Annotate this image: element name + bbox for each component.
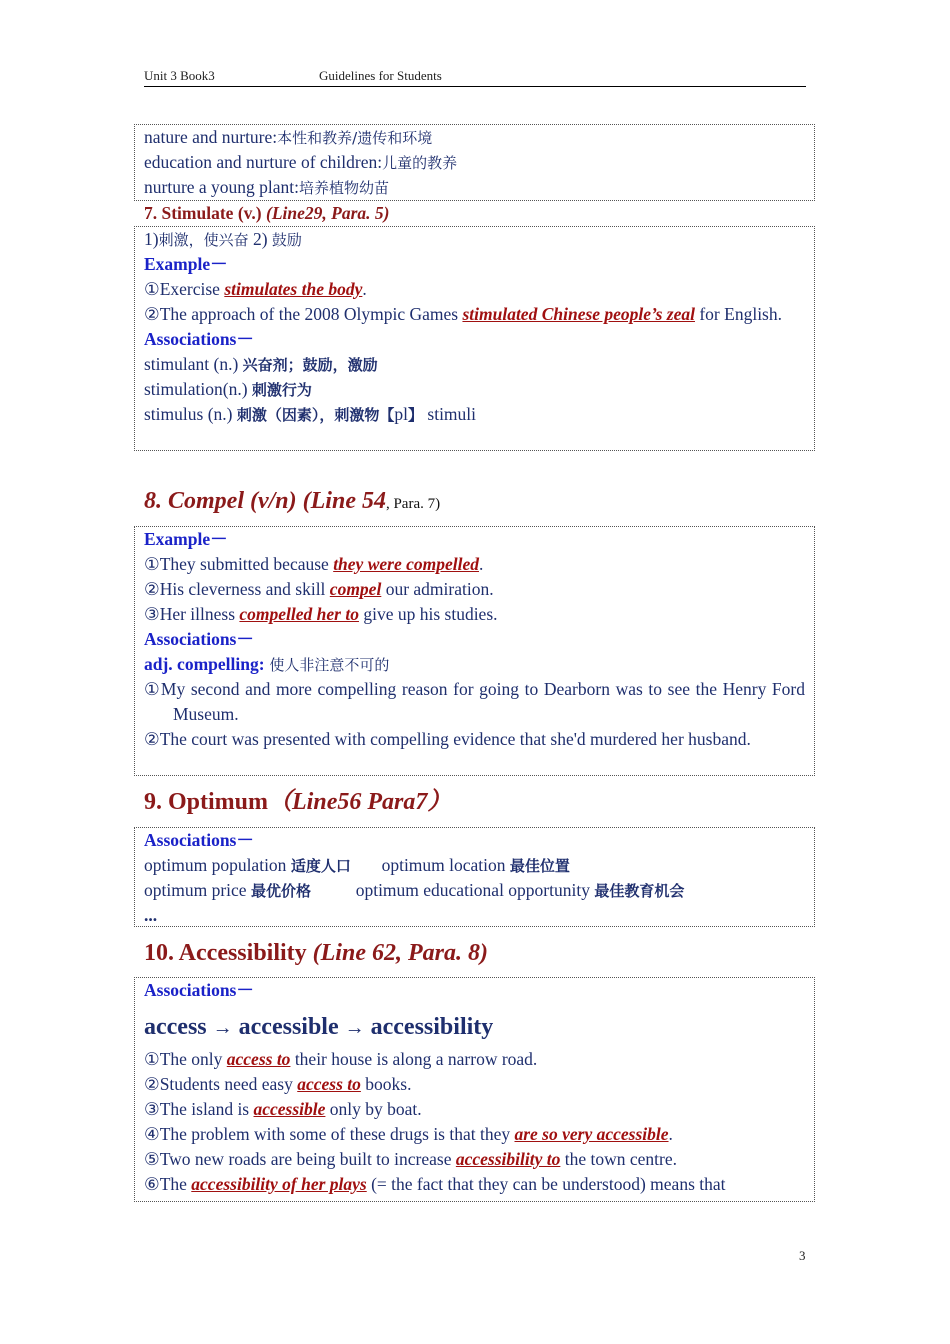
assoc-en: stimulus (n.) [144, 404, 237, 424]
assoc-cn: 最佳教育机会 [594, 882, 685, 900]
compel-box [134, 526, 815, 776]
section-9-title: 9. Optimum [144, 789, 269, 815]
example-text: ④The problem with some of these drugs is that they [144, 1124, 515, 1144]
section-8-title: 8. Compel (v/n) (Line 54 [144, 488, 386, 514]
assoc-cn: 最佳位置 [509, 857, 570, 875]
nurture-line-3 [144, 175, 805, 200]
highlight-phrase: they were compelled [333, 554, 479, 574]
nurture-box [134, 124, 815, 201]
assoc-en: stimulation(n.) [144, 379, 252, 399]
example-label: Example－ [144, 254, 228, 274]
entry-cn: 培养植物幼苗 [299, 179, 390, 197]
word-accessibility: accessibility [370, 1014, 494, 1040]
assoc-cn: 刺激行为 [251, 381, 312, 399]
optimum-box [134, 827, 815, 927]
example-text: ⑥The [144, 1174, 192, 1194]
example-text: . [478, 554, 484, 574]
page-number: 3 [799, 1248, 806, 1263]
highlight-phrase: accessibility of her plays [191, 1174, 367, 1194]
example-label: Example－ [144, 529, 228, 549]
association-1 [144, 352, 805, 377]
example-text: our admiration. [381, 579, 494, 599]
example-1 [144, 552, 805, 577]
stimulate-box [134, 226, 815, 451]
example-text: ③The island is [144, 1099, 254, 1119]
entry-en: nature and nurture: [144, 127, 278, 147]
example-2 [144, 1072, 805, 1097]
section-10-heading [144, 937, 488, 969]
meaning-2-num: 2) [248, 229, 272, 249]
adjective-label: adj. compelling: [144, 654, 265, 674]
assoc-en: optimum price [144, 880, 251, 900]
section-7-title: 7. Stimulate (v.) [144, 203, 267, 223]
highlight-phrase: accessible [253, 1099, 326, 1119]
meanings-line [144, 227, 805, 252]
meaning-1-cn: 刺激，使兴奋 [158, 231, 249, 249]
meaning-1-num: 1) [144, 229, 159, 249]
arrow-right-icon: → [212, 1017, 233, 1039]
associations-label: Associations－ [144, 830, 254, 850]
section-8-heading [144, 486, 440, 519]
example-text: ①The only [144, 1049, 227, 1069]
nurture-line-1 [144, 125, 805, 150]
example-text: give up his studies. [358, 604, 498, 624]
compelling-example-1: ①My second and more compelling reason for going to Dearborn was to see the Henry Ford Museum. [144, 679, 805, 724]
adjective-line [144, 652, 805, 677]
entry-en: education and nurture of children: [144, 152, 383, 172]
example-text: ①They submitted because [144, 554, 334, 574]
example-text: ②His cleverness and skill [144, 579, 330, 599]
example-text: for English. [694, 304, 782, 324]
nurture-line-2 [144, 150, 805, 175]
section-7-ref: (Line29, Para. 5) [266, 203, 390, 223]
highlight-phrase: compel [329, 579, 382, 599]
example-5 [144, 1147, 805, 1172]
example-text: books. [360, 1074, 412, 1094]
word-family [144, 1009, 805, 1045]
arrow-right-icon: → [344, 1017, 365, 1039]
compelling-example-2: ②The court was presented with compelling evidence that she'd murdered her husband. [144, 729, 751, 749]
assoc-cn: 适度人口 [290, 857, 351, 875]
assoc-cn: 兴奋剂；鼓励，激励 [242, 356, 378, 374]
assoc-pl: pl [394, 404, 408, 424]
optimum-row-2 [144, 878, 805, 903]
assoc-en: optimum location [381, 855, 510, 875]
example-1 [144, 1047, 805, 1072]
example-text: ①Exercise [144, 279, 225, 299]
header-unit: Unit 3 Book3 [144, 68, 215, 83]
example-3 [144, 602, 805, 627]
association-3 [144, 402, 805, 427]
example-text: ③Her illness [144, 604, 240, 624]
page-header [144, 66, 806, 87]
example-text: . [668, 1124, 673, 1144]
assoc-en: optimum educational opportunity [355, 880, 595, 900]
header-title: Guidelines for Students [319, 68, 442, 83]
section-9-heading [144, 786, 451, 818]
example-text: . [362, 279, 367, 299]
highlight-phrase: stimulates the body [224, 279, 363, 299]
ellipsis: ... [144, 905, 158, 925]
example-2 [144, 577, 805, 602]
associations-label: Associations－ [144, 329, 254, 349]
assoc-cn: 最优价格 [250, 882, 311, 900]
highlight-phrase: are so very accessible [514, 1124, 669, 1144]
entry-cn: 本性和教养/遗传和环境 [277, 129, 433, 147]
example-text: ②Students need easy [144, 1074, 298, 1094]
example-text: ②The approach of the 2008 Olympic Games [144, 304, 463, 324]
assoc-en: stimulant (n.) [144, 354, 243, 374]
highlight-phrase: stimulated Chinese people’s zeal [462, 304, 695, 324]
highlight-phrase: compelled her to [239, 604, 359, 624]
example-text: their house is along a narrow road. [290, 1049, 538, 1069]
word-accessible: accessible [238, 1014, 339, 1040]
assoc-cn: 】 [408, 406, 424, 424]
example-3 [144, 1097, 805, 1122]
assoc-en: optimum population [144, 855, 291, 875]
optimum-row-1 [144, 853, 805, 878]
example-text: only by boat. [325, 1099, 422, 1119]
meaning-2-cn: 鼓励 [271, 231, 302, 249]
highlight-phrase: accessibility to [455, 1149, 561, 1169]
entry-cn: 儿童的教养 [382, 154, 458, 172]
example-text: the town centre. [560, 1149, 677, 1169]
entry-en: nurture a young plant: [144, 177, 300, 197]
association-2 [144, 377, 805, 402]
highlight-phrase: access to [226, 1049, 291, 1069]
example-4 [144, 1122, 805, 1147]
section-10-ref: (Line 62, Para. 8) [312, 940, 488, 966]
example-1 [144, 277, 805, 302]
assoc-plural: stimuli [423, 404, 477, 424]
example-2 [144, 302, 798, 327]
section-10-title: 10. Accessibility [144, 940, 313, 966]
example-6 [144, 1172, 805, 1197]
highlight-phrase: access to [297, 1074, 361, 1094]
associations-label: Associations－ [144, 629, 254, 649]
section-8-ref: , Para. 7) [385, 496, 441, 512]
associations-label: Associations－ [144, 980, 254, 1000]
example-text: (= the fact that they can be understood) means that [366, 1174, 726, 1194]
adjective-cn: 使人非注意不可的 [264, 656, 390, 674]
word-access: access [144, 1014, 207, 1040]
accessibility-box [134, 977, 815, 1202]
section-9-ref: （Line56 Para7） [268, 789, 452, 815]
assoc-cn: 刺激（因素），刺激物【 [236, 406, 395, 424]
example-text: ⑤Two new roads are being built to increase [144, 1149, 456, 1169]
section-7-heading [144, 201, 389, 226]
